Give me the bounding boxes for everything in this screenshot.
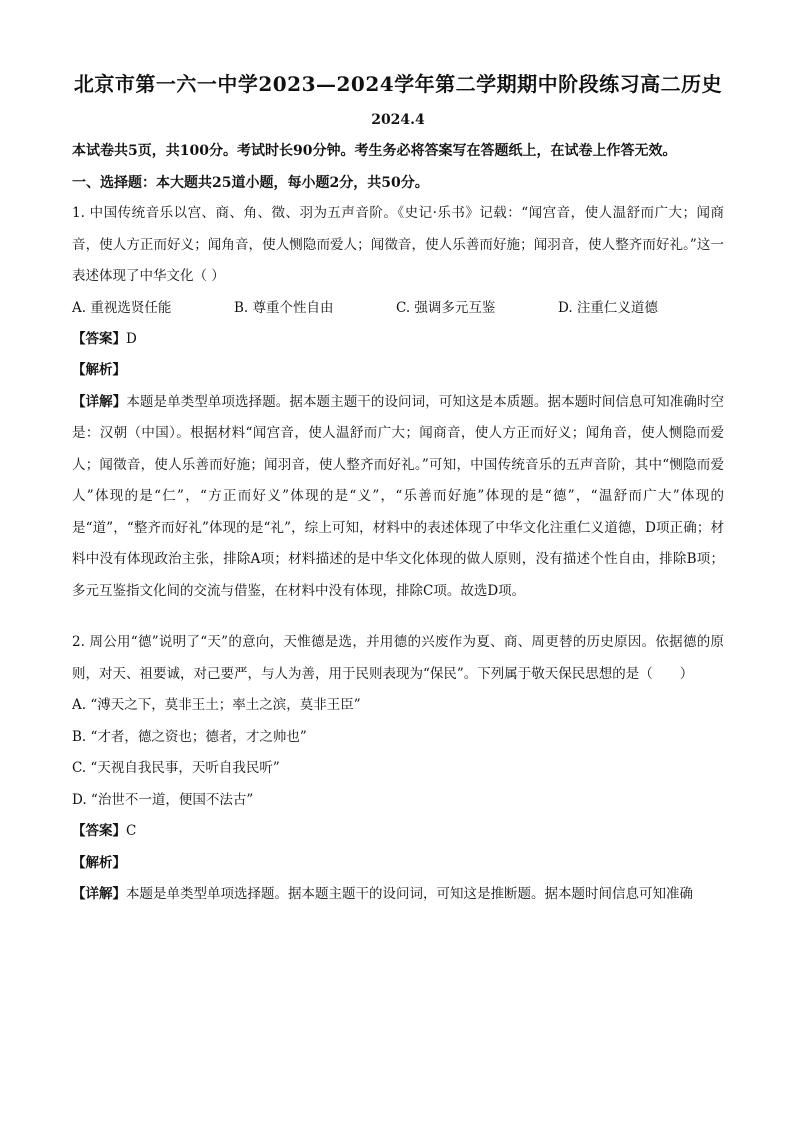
option-a: A. 重视选贤任能	[72, 299, 172, 316]
detail-text: 本题是单类型单项选择题。据本题主题干的设问词，可知这是推断题。据本题时间信息可知准确	[126, 886, 693, 902]
option-c: C. 强调多元互鉴	[396, 299, 496, 316]
question-options	[72, 293, 724, 324]
answer-tag: 【答案】	[72, 823, 126, 839]
detail-tag: 【详解】	[72, 393, 127, 410]
answer-value: C	[126, 823, 137, 839]
analysis-line	[72, 848, 724, 880]
option-b: B. “才者，德之资也；德者，才之帅也”	[72, 728, 307, 745]
question-2	[72, 627, 724, 911]
question-gap	[72, 607, 724, 627]
option-c: C. “天视自我民事，天听自我民听”	[72, 760, 280, 776]
answer-value: D	[126, 330, 137, 347]
analysis-tag: 【解析】	[72, 362, 126, 378]
analysis-line	[72, 355, 724, 387]
answer-tag: 【答案】	[72, 330, 126, 347]
question-1	[72, 198, 724, 607]
section-title: 一、选择题：本大题共25道小题，每小题2分，共50分。	[72, 175, 429, 191]
document-page	[72, 66, 724, 911]
option-b: B. 尊重个性自由	[234, 299, 334, 316]
detail-paragraph	[72, 387, 724, 608]
answer-line	[72, 324, 724, 356]
page-title: 北京市第一六一中学2023—2024学年第二学期期中阶段练习高二历史	[73, 72, 723, 96]
option-d: D. 注重仁义道德	[558, 299, 658, 316]
question-stem: 1. 中国传统音乐以宫、商、角、徵、羽为五声音阶。《史记·乐书》记载：“闻宫音，使人温舒而广大；闻商音，使人方正而好义；闻角音，使人恻隐而爱人；闻徵音，使人乐善而好施；闻羽音，使人整齐而好礼。”这一表述体现了中华文化（ ）	[72, 205, 724, 284]
analysis-tag: 【解析】	[72, 854, 126, 871]
detail-paragraph	[72, 879, 724, 911]
detail-text: 本题是单类型单项选择题。据本题主题干的设问词，可知这是本质题。据本题时间信息可知准确时空是：汉朝（中国）。根据材料“闻宫音，使人温舒而广大；闻商音，使人方正而好义；闻角音，使人恻隐而爱人；闻徵音，使人乐善而好施；闻羽音，使人整齐而好礼。”可知，中国传统音乐的五声音阶，其中“恻隐而爱人”体现的是“仁”，“方正而好义”体现的是“义”，“乐善而好施”体现的是“德”，“温舒而广大”体现的是“道”，“整齐而好礼”体现的是“礼”，综上可知，材料中的表述体现了中华文化注重仁义道德，D项正确；材料中没有体现政治主张，排除A项；材料描述的是中华文化体现的做人原则，没有描述个性自由，排除B项；多元互鉴指文化间的交流与借鉴，在材料中没有体现，排除C项。故选D项。	[72, 393, 725, 599]
option-d: D. “治世不一道，便国不法古”	[72, 791, 254, 808]
question-stem: 2. 周公用“德”说明了“天”的意向，天惟德是选，并用德的兴废作为夏、商、周更替的历史原因。依据德的原则，对天、祖要诚，对己要严，与人为善，用于民则表现为“保民”。下列属于敬天保民思想的是（ ）	[72, 634, 724, 682]
exam-date: 2024.4	[371, 112, 425, 128]
exam-notice: 本试卷共5页，共100分。考试时长90分钟。考生务必将答案写在答题纸上，在试卷上作答无效。	[72, 143, 677, 159]
detail-tag: 【详解】	[72, 886, 126, 902]
option-a: A. “溥天之下，莫非王土；率土之滨，莫非王臣”	[72, 697, 361, 713]
answer-line	[72, 816, 724, 848]
